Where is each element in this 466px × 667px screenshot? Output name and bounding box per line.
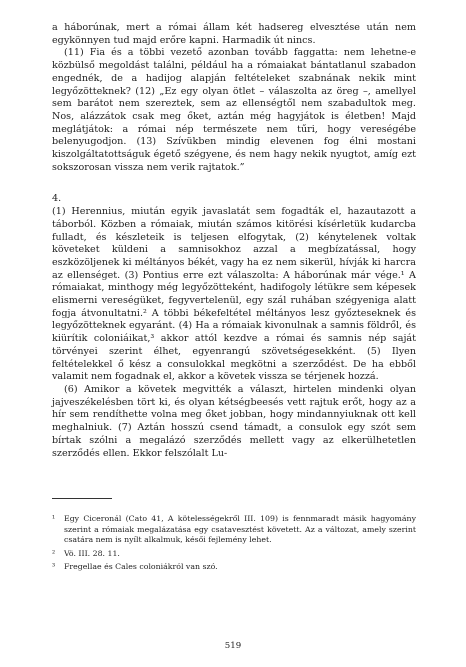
- footnote-number: ²: [52, 548, 56, 558]
- section-number: 4.: [52, 193, 62, 205]
- footnote-divider: [52, 498, 112, 499]
- paragraph-11-13: (11) Fia és a többi vezető azonban tovább faggatta: nem lehetne-e közbülső megoldást találni, például ha a rómaiakat bántatlanul szabadon engednék, de a hadijog alapján feltételeket szabnának nekik mint legyőzötteknek? (12) „Ez egy olyan ötlet – válaszolta az öreg –, amellyel sem barátot nem szereztek, sem az ellenségtől nem szabadultok meg. Nos, alázzátok csak meg őket, aztán még hagyjátok is életben! Majd meglátjátok: a római nép természete nem tűri, hogy vereségébe belenyugodjon. (13) Szívükben mindig elevenen fog élni mostani kiszolgáltatottságuk égető szégyene, és nem hagy nekik nyugtot, amíg ezt sokszorosan vissza nem verik rajtatok.”: [52, 47, 416, 173]
- footnotes: [52, 514, 416, 576]
- paragraph-section-4-part-2: (6) Amikor a követek megvitték a választ, hirtelen mindenki olyan jajveszékelésben tört ki, és olyan kétségbeesés vett rajtuk erőt, hogy az a hír sem rendíthette volna meg őket jobban, hogy mindannyiuknak ott kell meghalniuk. (7) Aztán hosszú csend támadt, a consulok egy szót sem bírtak szólni a megalázó szerződés mellett vagy az elkerülhetetlen szerződés ellen. Ekkor felszólalt Lu-: [52, 383, 416, 459]
- footnote: [52, 562, 416, 573]
- footnote-number: ¹: [52, 514, 56, 523]
- footnote: [52, 549, 416, 560]
- footnote-text: Vö. III. 28. 11.: [64, 548, 120, 558]
- footnote-text: Fregellae és Cales coloniákról van szó.: [64, 562, 218, 572]
- page-body: [52, 22, 416, 460]
- paragraph-section-4-part-1: (1) Herennius, miután egyik javaslatát sem fogadták el, hazautazott a táborból. Közben a rómaiak, miután számos kitörési kísérletük kudarcba fulladt, és készleteik is teljesen elfogytak, (2) kénytelenek voltak követeket küldeni a samnisokhoz azzal a megbízatással, hogy eszközöljenek ki méltányos békét, vagy ha ez nem sikerül, hívják ki harcra az ellenséget. (3) Pontius erre ezt válaszolta: A háborúnak már vége.¹ A rómaiakat, minthogy még legyőzötteként, hadifogoly létükre sem képesek elismerni vereségüket, fegyvertelenül, egy szál ruhában szégyeniga alatt fogja átvonultatni.² A többi békefeltétel méltányos lesz győzteseknek és legyőzötteknek egyaránt. (4) Ha a rómaiak kivonulnak a samnis földről, és kiürítik coloniáikat,³ akkor attól kezdve a római és samnis nép saját törvényei szerint élhet, egyenrangú szövetségesekként. (5) Ilyen feltételekkel ő kész a consulokkal megkötni a szerződést. De ha ebből valamit nem fogadnak el, akkor a követek vissza se térjenek hozzá.: [52, 206, 416, 383]
- paragraph-continuation: a háborúnak, mert a római állam két hadsereg elvesztése után nem egykönnyen tud majd erőre kapni. Harmadik út nincs.: [52, 22, 416, 46]
- footnote-number: ³: [52, 562, 56, 572]
- footnote: [52, 514, 416, 546]
- footnote-text: Egy Ciceronál (Cato 41, A kötelességekről III. 109) is fennmaradt másik hagyomány szerint a rómaiak megalázatása egy csatavesztést követett. Az a változat, amely szerint csatára nem is nyílt alkalmuk, késői fejlemény lehet.: [64, 514, 416, 545]
- page-number: 519: [224, 641, 242, 651]
